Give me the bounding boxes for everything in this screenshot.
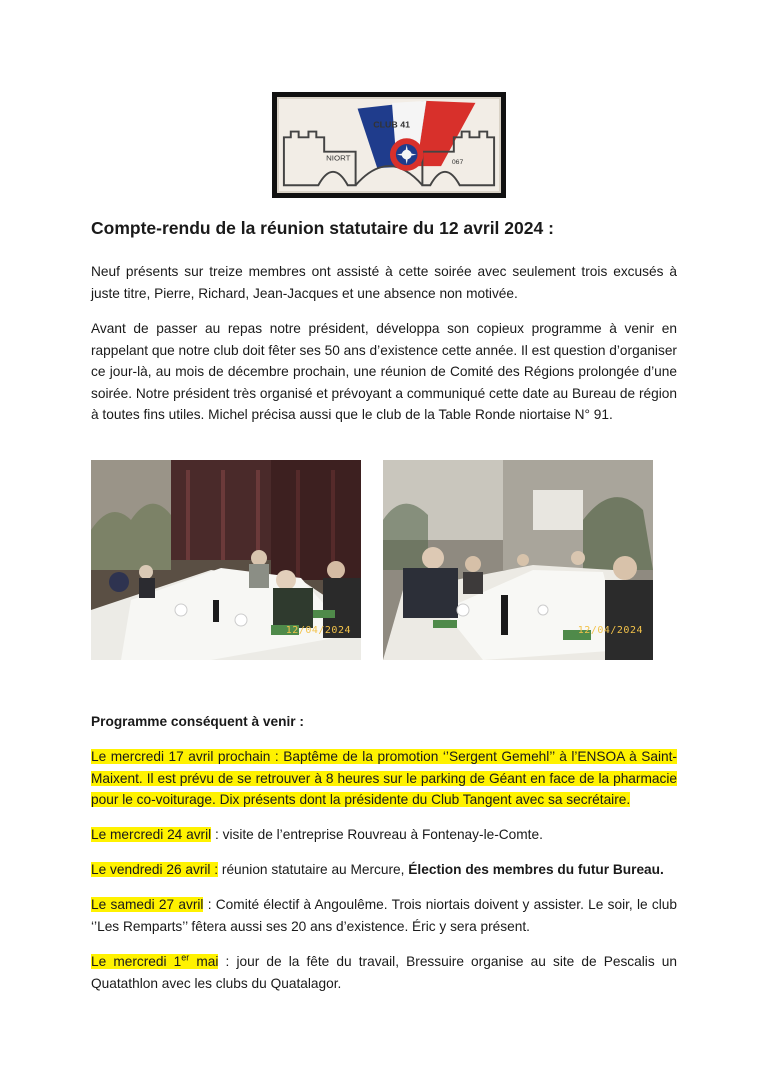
report-title: Compte-rendu de la réunion statutaire du 12 avril 2024 : (91, 218, 554, 238)
program-item-3 (91, 859, 677, 881)
president-paragraph: Avant de passer au repas notre président, développa son copieux programme à venir en rappelant que notre club doit fêter ses 50 ans d’existence cette année. Il est question d’organiser ce jour-là, au mois de décembre prochain, une réunion de Comité des Régions prolongée d’une soirée. Notre président très organisé et prévoyant a communiqué cette date au Bureau de région à toutes fins utiles. Michel précisa aussi que le club de la Table Ronde niortaise N° 91. (91, 321, 677, 423)
logo-number-text: 067 (451, 159, 464, 167)
club-logo-inner (277, 97, 501, 193)
photo-right-date-stamp: 12/04/2024 (577, 625, 643, 636)
program-item-4-date: Le samedi 27 avril (91, 897, 204, 912)
logo-red-band (417, 101, 476, 166)
logo-club-text: CLUB 41 (373, 119, 411, 130)
logo-city-text: NIORT (326, 153, 351, 163)
program-item-5-date-post: mai (189, 954, 219, 969)
program-item-2-date: Le mercredi 24 avril (91, 827, 212, 842)
program-item-5-date (91, 954, 218, 969)
club-logo-graphic (279, 99, 499, 191)
club-logo (272, 92, 506, 198)
photo-left-date-stamp: 12/04/2024 (285, 625, 351, 636)
program-heading: Programme conséquent à venir : (91, 714, 304, 729)
meeting-photo-left (91, 460, 361, 660)
program-item-1 (91, 746, 677, 811)
program-item-4 (91, 894, 677, 937)
program-item-1-date: Le mercredi 17 avril prochain : Baptême de la promotion ‘’Sergent Gemehl’’ à l’ENSOA à Saint-Maixent. Il est prévu de se retrouver à 8 heures sur le parking de Géant en face de la pharmacie pour le co-voiturage. Dix présents dont la présidente du Club Tangent avec sa secrétaire. (91, 749, 677, 808)
program-item-5 (91, 951, 677, 994)
program-item-4-text: : Comité électif à Angoulême. Trois niortais doivent y assister. Le soir, le club ‘’Les Remparts’’ fêtera aussi ses 20 ans d’existence. Éric y sera présent. (91, 897, 678, 934)
program-item-5-date-sup: er (181, 952, 190, 963)
program-item-2-text: : visite de l’entreprise Rouvreau à Fontenay-le-Comte. (211, 827, 543, 842)
meeting-photo-right (383, 460, 653, 660)
program-item-3-text: réunion statutaire au Mercure, (218, 862, 409, 877)
intro-paragraph: Neuf présents sur treize membres ont assisté à cette soirée avec seulement trois excusés à juste titre, Pierre, Richard, Jean-Jacques et une absence non motivée. (91, 264, 677, 301)
program-item-5-date-pre: Le mercredi 1 (91, 954, 182, 969)
program-item-3-date: Le vendredi 26 avril : (91, 862, 219, 877)
program-item-3-bold: Élection des membres du futur Bureau. (408, 862, 664, 877)
program-item-5-text: : jour de la fête du travail, Bressuire organise au site de Pescalis un Quatathlon avec les clubs du Quatalagor. (91, 954, 677, 991)
program-item-2 (91, 824, 677, 846)
